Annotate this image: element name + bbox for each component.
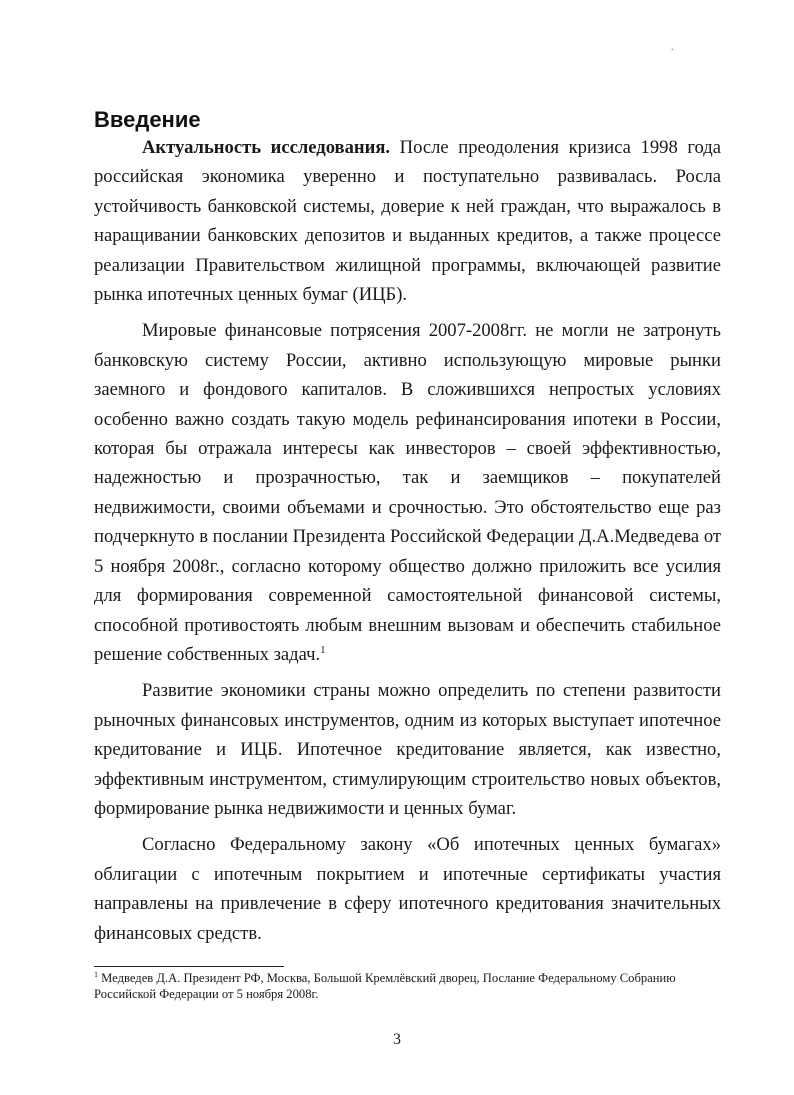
footnote-marker: 1 bbox=[94, 969, 98, 979]
footnote bbox=[94, 970, 719, 1002]
paragraph-4-text: Согласно Федеральному закону «Об ипотечных ценных бумагах» облигации с ипотечным покрытием и ипотечные сертификаты участия направлены на привлечение в сферу ипотечного кредитования значительных финансовых средств. bbox=[94, 834, 721, 944]
footnote-text: Медведев Д.А. Президент РФ, Москва, Большой Кремлёвский дворец, Послание Федеральному Собранию Российской Федерации от 5 ноября 2008г. bbox=[94, 971, 676, 1001]
footnote-reference[interactable]: 1 bbox=[320, 643, 326, 656]
footnote-divider bbox=[94, 966, 284, 967]
paragraph-1-text: После преодоления кризиса 1998 года российская экономика уверенно и поступательно развивалась. Росла устойчивость банковской системы, доверие к ней граждан, что выражалось в наращивании банковских депозитов и выданных кредитов, а также процессе реализации Правительством жилищной программы, включающей развитие рынка ипотечных ценных бумаг (ИЦБ). bbox=[94, 137, 721, 306]
paragraph-2 bbox=[94, 316, 721, 669]
paragraph-4 bbox=[94, 830, 721, 948]
page-number: 3 bbox=[393, 1031, 401, 1048]
paragraph-3 bbox=[94, 676, 721, 823]
paragraph-1-lead: Актуальность исследования. bbox=[142, 137, 391, 158]
page-heading: Введение bbox=[94, 107, 201, 132]
body-text bbox=[94, 133, 721, 955]
paragraph-1 bbox=[94, 133, 721, 309]
paragraph-3-text: Развитие экономики страны можно определить по степени развитости рыночных финансовых инструментов, одним из которых выступает ипотечное кредитование и ИЦБ. Ипотечное кредитование является, как известно, эффективным инструментом, стимулирующим строительство новых объектов, формирование рынка недвижимости и ценных бумаг. bbox=[94, 680, 721, 819]
scan-artifact-dot: . bbox=[671, 42, 674, 53]
paragraph-2-text: Мировые финансовые потрясения 2007-2008гг. не могли не затронуть банковскую систему России, активно использующую мировые рынки заемного и фондового капиталов. В сложившихся непростых условиях особенно важно создать такую модель рефинансирования ипотеки в России, которая бы отражала интересы как инвесторов – своей эффективностью, надежностью и прозрачностью, так и заемщиков – покупателей недвижимости, своими объемами и срочностью. Это обстоятельство еще раз подчеркнуто в послании Президента Российской Федерации Д.А.Медведева от 5 ноября 2008г., согласно которому общество должно приложить все усилия для формирования современной самостоятельной финансовой системы, способной противостоять любым внешним вызовам и обеспечить стабильное решение собственных задач. bbox=[94, 320, 721, 665]
